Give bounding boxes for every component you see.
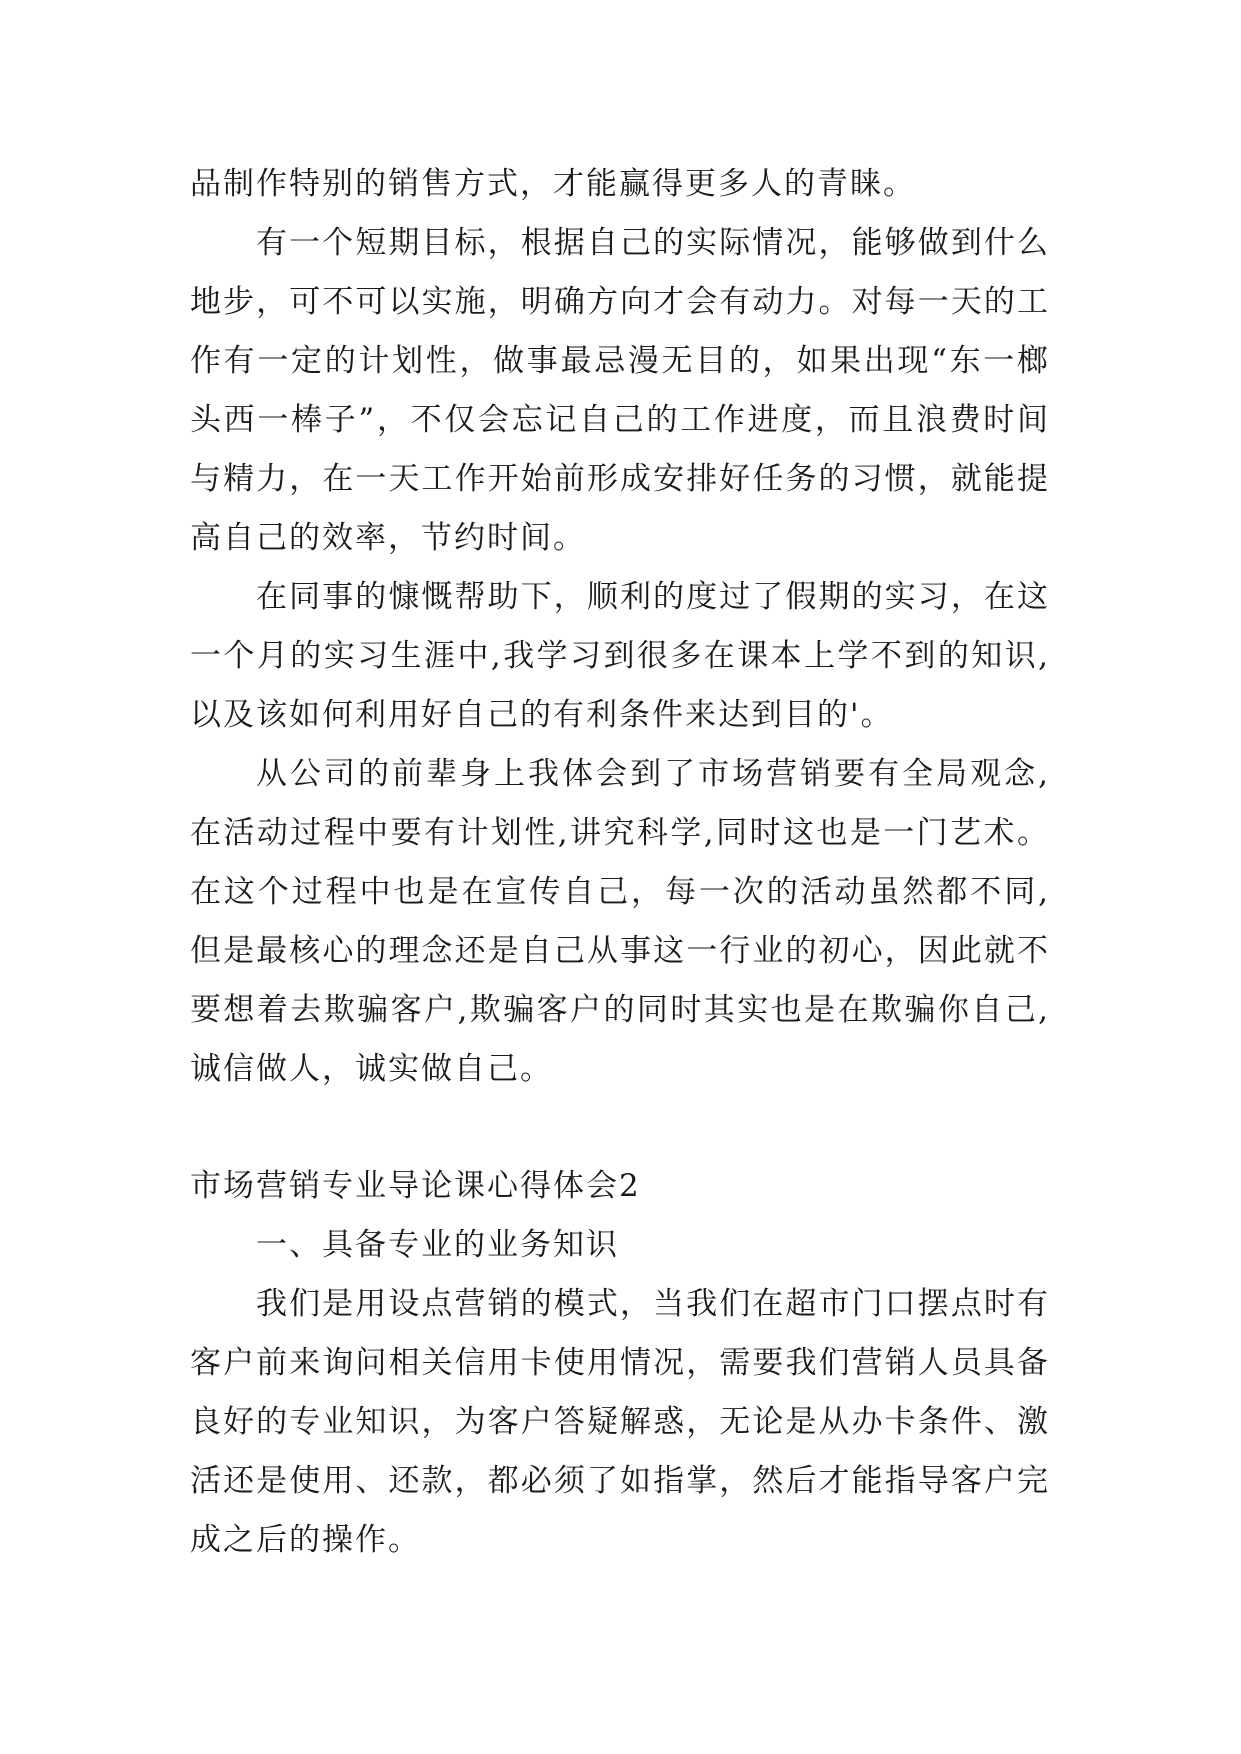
subheading: 一、具备专业的业务知识 [256,1227,619,1263]
paragraph: 从公司的前辈身上我体会到了市场营销要有全局观念,在活动过程中要有计划性,讲究科学,同时这也是一门艺术。在这个过程中也是在宣传自己，每一次的活动虽然都不同,但是最核心的理念还是自己从事这一行业的初心，因此就不要想着去欺骗客户,欺骗客户的同时其实也是在欺骗你自己,诚信做人，诚实做自己。 [190,756,1050,1087]
document-body [190,155,1050,1570]
paragraph: 有一个短期目标，根据自己的实际情况，能够做到什么地步，可不可以实施，明确方向才会有动力。对每一天的工作有一定的计划性，做事最忌漫无目的，如果出现“东一榔头西一棒子”，不仅会忘记自己的工作进度，而且浪费时间与精力，在一天工作开始前形成安排好任务的习惯，就能提高自己的效率，节约时间。 [190,225,1050,556]
paragraph: 在同事的慷慨帮助下，顺利的度过了假期的实习，在这一个月的实习生涯中,我学习到很多在课本上学不到的知识,以及该如何利用好自己的有利条件来达到目的'。 [190,579,1050,733]
section-title: 市场营销专业导论课心得体会2 [190,1168,641,1204]
paragraph: 我们是用设点营销的模式，当我们在超市门口摆点时有客户前来询问相关信用卡使用情况，需要我们营销人员具备良好的专业知识，为客户答疑解惑，无论是从办卡条件、激活还是使用、还款，都必须了如指掌，然后才能指导客户完成之后的操作。 [190,1286,1050,1558]
paragraph: 品制作特别的销售方式，才能赢得更多人的青睐。 [190,166,916,202]
